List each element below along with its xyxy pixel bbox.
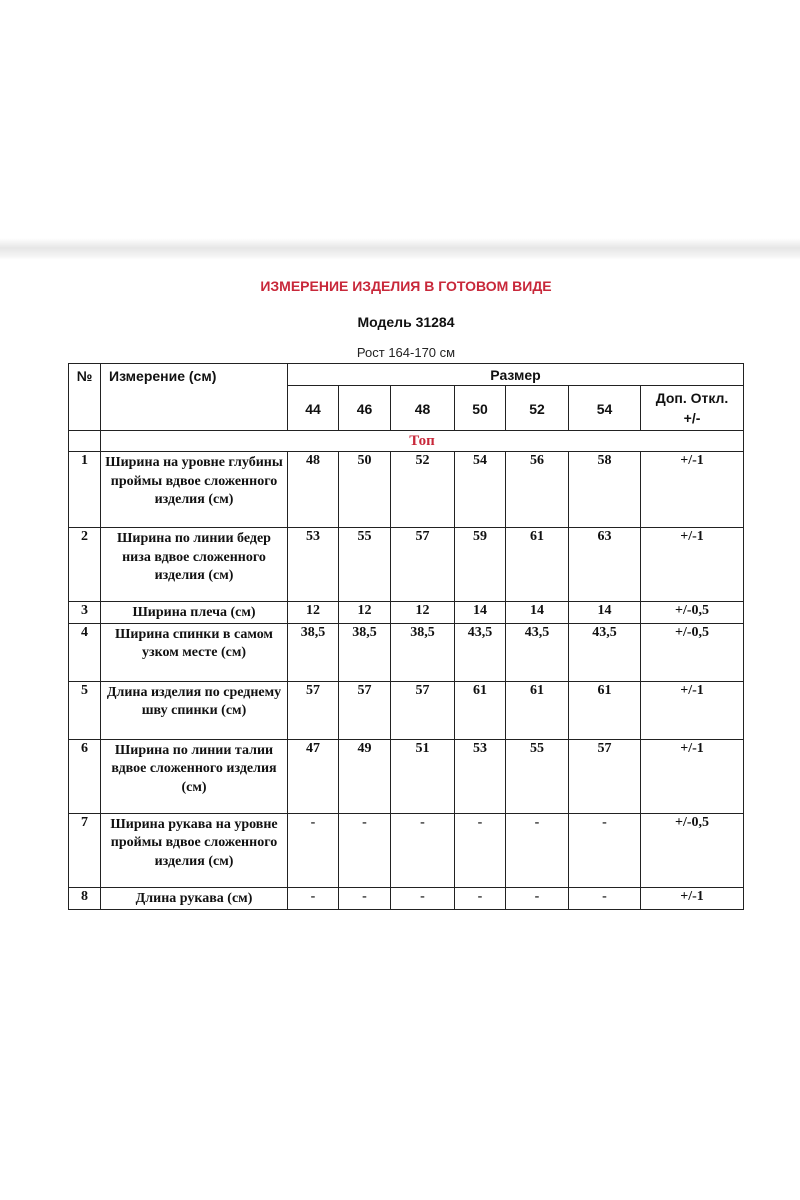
row-number: 7 <box>69 813 101 887</box>
table-row <box>69 739 744 813</box>
row-number: 1 <box>69 452 101 528</box>
size-value: - <box>455 887 506 909</box>
size-value: - <box>569 887 641 909</box>
size-value: - <box>455 813 506 887</box>
header-size-50: 50 <box>455 386 506 431</box>
measurement-name: Ширина спинки в самом узком месте (см) <box>101 623 288 681</box>
header-size-44: 44 <box>288 386 339 431</box>
table-row <box>69 681 744 739</box>
row-number: 6 <box>69 739 101 813</box>
header-tolerance-sign: +/- <box>683 410 701 426</box>
size-value: 43,5 <box>455 623 506 681</box>
measurement-name: Ширина по линии талии вдвое сложенного изделия (см) <box>101 739 288 813</box>
size-value: 56 <box>506 452 569 528</box>
size-value: 43,5 <box>569 623 641 681</box>
size-value: 50 <box>339 452 391 528</box>
size-value: 49 <box>339 739 391 813</box>
size-value: - <box>569 813 641 887</box>
document-title: ИЗМЕРЕНИЕ ИЗДЕЛИЯ В ГОТОВОМ ВИДЕ <box>260 278 552 294</box>
size-value: 38,5 <box>391 623 455 681</box>
model-number: Модель 31284 <box>357 314 455 330</box>
size-value: 14 <box>455 602 506 624</box>
size-value: 54 <box>455 452 506 528</box>
measurement-name: Ширина рукава на уровне проймы вдвое сложенного изделия (см) <box>101 813 288 887</box>
size-value: 53 <box>288 528 339 602</box>
size-value: 61 <box>455 681 506 739</box>
header-row-1 <box>69 364 744 386</box>
measurement-name: Ширина на уровне глубины проймы вдвое сложенного изделия (см) <box>101 452 288 528</box>
size-value: - <box>506 887 569 909</box>
row-number: 5 <box>69 681 101 739</box>
tolerance-value: +/-1 <box>641 528 744 602</box>
header-tolerance <box>641 386 744 431</box>
size-value: - <box>288 813 339 887</box>
size-value: 14 <box>506 602 569 624</box>
size-value: 48 <box>288 452 339 528</box>
tolerance-value: +/-0,5 <box>641 813 744 887</box>
size-value: 43,5 <box>506 623 569 681</box>
size-value: 38,5 <box>339 623 391 681</box>
measurement-name: Ширина плеча (см) <box>101 602 288 624</box>
row-number: 8 <box>69 887 101 909</box>
tolerance-value: +/-1 <box>641 887 744 909</box>
header-measurement: Измерение (см) <box>101 364 288 431</box>
size-value: 53 <box>455 739 506 813</box>
size-value: 55 <box>339 528 391 602</box>
tolerance-value: +/-0,5 <box>641 623 744 681</box>
size-value: 59 <box>455 528 506 602</box>
top-separator-band <box>0 238 800 260</box>
size-value: 52 <box>391 452 455 528</box>
tolerance-value: +/-0,5 <box>641 602 744 624</box>
measurement-name: Длина изделия по среднему шву спинки (см) <box>101 681 288 739</box>
header-size-48: 48 <box>391 386 455 431</box>
header-size-group: Размер <box>288 364 744 386</box>
header-size-54: 54 <box>569 386 641 431</box>
section-label: Топ <box>101 431 744 452</box>
tolerance-value: +/-1 <box>641 739 744 813</box>
size-value: - <box>506 813 569 887</box>
height-range: Рост 164-170 см <box>356 345 456 360</box>
row-number: 3 <box>69 602 101 624</box>
size-value: 55 <box>506 739 569 813</box>
header-number: № <box>69 364 101 431</box>
header-size-52: 52 <box>506 386 569 431</box>
measurement-name: Ширина по линии бедер низа вдвое сложенного изделия (см) <box>101 528 288 602</box>
section-spacer <box>69 431 101 452</box>
size-value: 57 <box>288 681 339 739</box>
size-value: 12 <box>391 602 455 624</box>
size-value: 63 <box>569 528 641 602</box>
tolerance-value: +/-1 <box>641 681 744 739</box>
table-row <box>69 813 744 887</box>
size-value: - <box>339 887 391 909</box>
table-row <box>69 623 744 681</box>
size-value: 58 <box>569 452 641 528</box>
size-value: 51 <box>391 739 455 813</box>
tolerance-value: +/-1 <box>641 452 744 528</box>
table-row <box>69 602 744 624</box>
size-value: 61 <box>569 681 641 739</box>
size-value: 61 <box>506 528 569 602</box>
table-row <box>69 887 744 909</box>
size-value: 57 <box>339 681 391 739</box>
size-value: 38,5 <box>288 623 339 681</box>
size-value: 12 <box>339 602 391 624</box>
size-value: 14 <box>569 602 641 624</box>
size-value: 57 <box>569 739 641 813</box>
size-value: 57 <box>391 528 455 602</box>
header-tolerance-label: Доп. Откл. <box>655 390 729 406</box>
size-value: - <box>391 813 455 887</box>
size-value: 12 <box>288 602 339 624</box>
size-value: - <box>391 887 455 909</box>
size-chart-table <box>68 363 744 910</box>
row-number: 4 <box>69 623 101 681</box>
size-value: 61 <box>506 681 569 739</box>
section-row <box>69 431 744 452</box>
size-value: 47 <box>288 739 339 813</box>
table-row <box>69 528 744 602</box>
size-value: - <box>288 887 339 909</box>
size-value: 57 <box>391 681 455 739</box>
measurement-name: Длина рукава (см) <box>101 887 288 909</box>
table-row <box>69 452 744 528</box>
row-number: 2 <box>69 528 101 602</box>
header-size-46: 46 <box>339 386 391 431</box>
size-value: - <box>339 813 391 887</box>
